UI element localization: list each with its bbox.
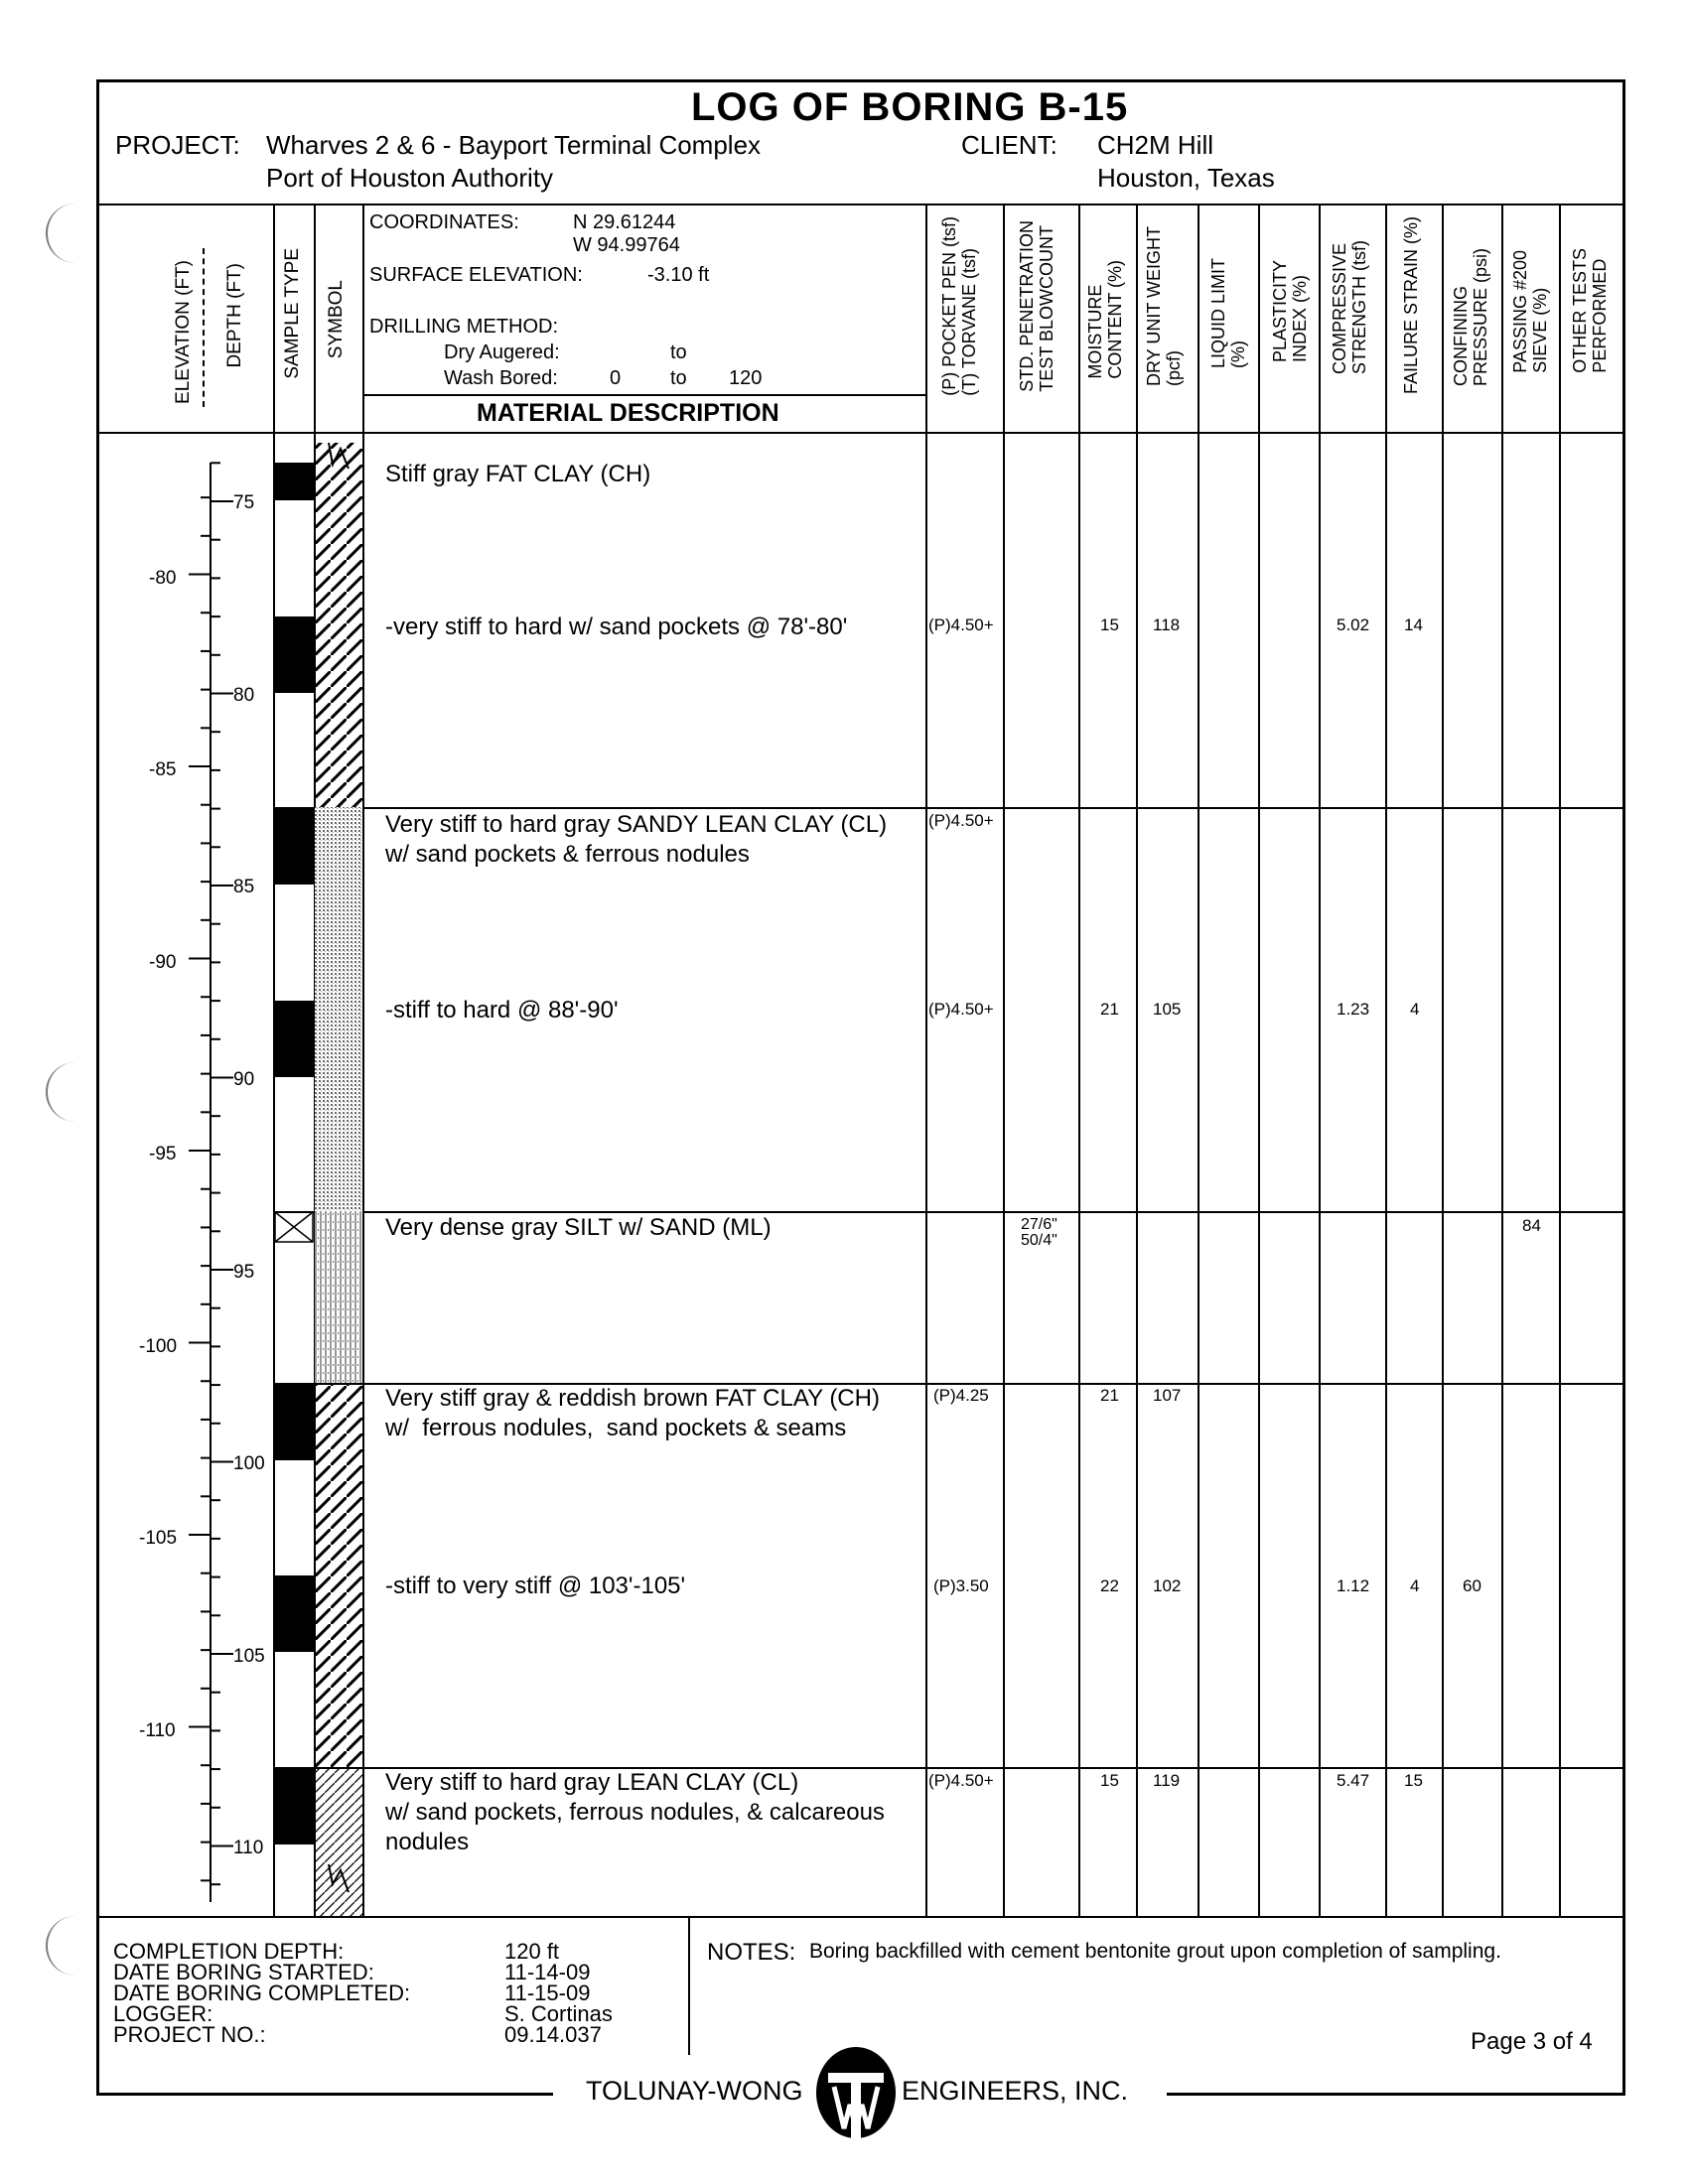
- compressive-strength-value: 1.12: [1337, 1576, 1370, 1595]
- wash-bored-label: Wash Bored:: [444, 367, 558, 389]
- header-confining: CONFINING PRESSURE (psi): [1451, 248, 1490, 387]
- frame-left-bottom: [96, 2055, 99, 2095]
- completion-depth-value: 120 ft: [504, 1939, 560, 1964]
- divider-col-8: [1442, 204, 1444, 1916]
- divider-col-5: [1258, 204, 1260, 1916]
- date-completed-label: DATE BORING COMPLETED:: [113, 1980, 411, 2005]
- elevation-label: -80: [149, 568, 177, 589]
- divider-symbol-description: [362, 204, 364, 1916]
- header-compressive: COMPRESSIVE STRENGTH (tsf): [1330, 240, 1369, 374]
- dry-unit-weight-value: 107: [1153, 1386, 1182, 1405]
- project-no-label: PROJECT NO.:: [113, 2022, 266, 2047]
- header-other-tests: OTHER TESTS PERFORMED: [1570, 248, 1610, 373]
- dry-augered-label: Dry Augered:: [444, 341, 560, 363]
- surface-elevation-value: -3.10 ft: [647, 264, 710, 286]
- drilling-method-label: DRILLING METHOD:: [369, 316, 559, 338]
- depth-label: 80: [233, 685, 255, 706]
- wash-bored-from: 0: [610, 367, 622, 389]
- binder-hole-bottom: [46, 1916, 87, 1976]
- header-failure-strain: FAILURE STRAIN (%): [1401, 216, 1421, 395]
- depth-label: 95: [233, 1262, 255, 1283]
- material-description: -stiff to very stiff @ 103'-105': [385, 1572, 686, 1599]
- wash-bored-to: 120: [729, 367, 763, 389]
- project-name: Wharves 2 & 6 - Bayport Terminal Complex: [266, 130, 762, 160]
- elevation-label: -90: [149, 952, 177, 973]
- sample-type-header: SAMPLE TYPE: [282, 248, 303, 379]
- divider-col-3: [1136, 204, 1138, 1916]
- failure-strain-value: 4: [1410, 1576, 1420, 1595]
- compressive-strength-value: 1.23: [1337, 1000, 1370, 1019]
- passing-200-value: 84: [1522, 1216, 1541, 1235]
- header-passing-200: PASSING #200 SIEVE (%): [1510, 250, 1550, 373]
- elevation-header: ELEVATION (FT): [173, 260, 194, 404]
- divider-description-tests: [925, 204, 927, 1916]
- coordinates-label: COORDINATES:: [369, 211, 519, 233]
- depth-scale: [119, 433, 274, 1916]
- moisture-value: 15: [1100, 1771, 1119, 1790]
- material-description: -very stiff to hard w/ sand pockets @ 78'-80': [385, 614, 848, 640]
- header-liquid-limit: LIQUID LIMIT (%): [1208, 258, 1248, 369]
- pocket-pen-value: (P)4.50+: [928, 615, 994, 634]
- depth-label: 75: [233, 492, 255, 513]
- depth-label: 85: [233, 877, 255, 897]
- header-std-penetration: STD. PENETRATION TEST BLOWCOUNT: [1017, 220, 1057, 392]
- lean-clay-symbol: [315, 1767, 362, 1916]
- compressive-strength-value: 5.02: [1337, 615, 1370, 634]
- divider-col-6: [1319, 204, 1321, 1916]
- material-description-header: MATERIAL DESCRIPTION: [477, 399, 779, 427]
- sample-block: [274, 1575, 314, 1652]
- dry-augered-to: to: [670, 341, 687, 363]
- elevation-label: -100: [139, 1336, 178, 1357]
- elevation-label: -105: [139, 1528, 178, 1549]
- elevation-label: -95: [149, 1144, 177, 1164]
- binder-hole-middle: [46, 1062, 87, 1122]
- header-top-line: [96, 204, 1625, 205]
- divider-col-9: [1501, 204, 1503, 1916]
- material-description: -stiff to hard @ 88'-90': [385, 997, 619, 1024]
- completion-depth-label: COMPLETION DEPTH:: [113, 1939, 345, 1964]
- spt-sample-marker: [275, 1212, 313, 1242]
- failure-strain-value: 14: [1404, 615, 1423, 634]
- notes-text: Boring backfilled with cement bentonite grout upon completion of sampling.: [809, 1940, 1501, 1963]
- header-pocket-pen: (P) POCKET PEN (tsf) (T) TORVANE (tsf): [939, 216, 979, 396]
- company-name-right: ENGINEERS, INC.: [902, 2076, 1129, 2106]
- page-title: LOG OF BORING B-15: [691, 85, 1129, 129]
- surface-elevation-label: SURFACE ELEVATION:: [369, 264, 583, 286]
- project-no-value: 09.14.037: [504, 2022, 602, 2047]
- material-header-line: [362, 394, 925, 396]
- binder-hole-top: [46, 204, 87, 263]
- wash-bored-to-label: to: [670, 367, 687, 389]
- material-description: Very stiff gray & reddish brown FAT CLAY (CH) w/ ferrous nodules, sand pockets & seams: [385, 1385, 880, 1441]
- compressive-strength-value: 5.47: [1337, 1771, 1370, 1790]
- notes-label: NOTES:: [707, 1939, 796, 1966]
- client-name: CH2M Hill: [1097, 130, 1213, 160]
- sample-block: [274, 1001, 314, 1077]
- moisture-value: 21: [1100, 1386, 1119, 1405]
- header-dry-unit-weight: DRY UNIT WEIGHT (pcf): [1144, 226, 1184, 387]
- coordinates-west: W 94.99764: [573, 234, 680, 256]
- tw-logo-icon: [810, 2043, 902, 2150]
- dry-unit-weight-value: 118: [1153, 615, 1181, 634]
- dry-unit-weight-value: 102: [1153, 1576, 1182, 1595]
- confining-pressure-value: 60: [1463, 1576, 1481, 1595]
- pocket-pen-value: (P)4.50+: [928, 1000, 994, 1019]
- fat-clay-symbol: [315, 1383, 362, 1767]
- elevation-label: -110: [139, 1720, 176, 1741]
- moisture-value: 21: [1100, 1000, 1119, 1019]
- project-owner: Port of Houston Authority: [266, 163, 554, 193]
- depth-label: 100: [233, 1453, 265, 1474]
- moisture-value: 22: [1100, 1576, 1119, 1595]
- sample-block: [274, 1768, 314, 1844]
- material-description: Very stiff to hard gray LEAN CLAY (CL) w/ sand pockets, ferrous nodules, & calcareous nodules: [385, 1769, 885, 1855]
- divider-col-7: [1385, 204, 1387, 1916]
- failure-strain-value: 4: [1410, 1000, 1420, 1019]
- sample-block: [274, 1384, 314, 1460]
- symbol-header: SYMBOL: [326, 280, 347, 359]
- header-moisture: MOISTURE CONTENT (%): [1085, 260, 1125, 379]
- pocket-pen-value: (P)4.50+: [928, 811, 994, 830]
- date-started-value: 11-14-09: [504, 1960, 591, 1984]
- material-description: Very stiff to hard gray SANDY LEAN CLAY (CL) w/ sand pockets & ferrous nodules: [385, 811, 888, 868]
- failure-strain-value: 15: [1404, 1771, 1423, 1790]
- dry-unit-weight-value: 105: [1153, 1000, 1182, 1019]
- client-label: CLIENT:: [961, 130, 1058, 160]
- divider-col-1: [1003, 204, 1005, 1916]
- sample-block: [274, 463, 314, 500]
- company-name-left: TOLUNAY-WONG: [586, 2076, 803, 2106]
- dry-unit-weight-value: 119: [1153, 1771, 1181, 1790]
- material-description: Very dense gray SILT w/ SAND (ML): [385, 1214, 772, 1241]
- pocket-pen-value: (P)3.50: [933, 1576, 989, 1595]
- sample-type-column: [274, 433, 314, 1916]
- depth-header: DEPTH (FT): [224, 263, 245, 368]
- date-started-label: DATE BORING STARTED:: [113, 1960, 374, 1984]
- page-number: Page 3 of 4: [1471, 2028, 1593, 2055]
- stratum-boundary: [362, 807, 1625, 809]
- divider-col-10: [1559, 204, 1561, 1916]
- depth-label: 90: [233, 1069, 255, 1090]
- header-plasticity: PLASTICITY INDEX (%): [1270, 260, 1310, 363]
- client-location: Houston, Texas: [1097, 163, 1275, 193]
- date-completed-value: 11-15-09: [504, 1980, 591, 2005]
- pocket-pen-value: (P)4.50+: [928, 1771, 994, 1790]
- coordinates-north: N 29.61244: [573, 211, 676, 233]
- footer-top-line: [96, 1916, 1625, 1918]
- footer-divider: [688, 1916, 690, 2055]
- frame-right-bottom: [1622, 2055, 1625, 2095]
- soil-symbol-column: [315, 433, 362, 1916]
- divider-col-4: [1198, 204, 1199, 1916]
- moisture-value: 15: [1100, 615, 1119, 634]
- pocket-pen-value: (P)4.25: [933, 1386, 989, 1405]
- material-description: Stiff gray FAT CLAY (CH): [385, 461, 651, 487]
- silt-symbol: [315, 1211, 362, 1383]
- company-rule-left: [96, 2093, 553, 2096]
- depth-label: 105: [233, 1646, 265, 1667]
- spt-blowcount-value: 27/6" 50/4": [1021, 1216, 1058, 1249]
- sample-block: [274, 616, 314, 693]
- depth-label: 110: [233, 1838, 264, 1858]
- logger-value: S. Cortinas: [504, 2001, 613, 2026]
- logger-label: LOGGER:: [113, 2001, 213, 2026]
- elevation-depth-separator: [203, 248, 205, 407]
- divider-col-2: [1078, 204, 1080, 1916]
- fat-clay-symbol: [315, 443, 362, 807]
- elevation-label: -85: [149, 759, 177, 780]
- company-rule-right: [1167, 2093, 1625, 2096]
- sample-block: [274, 808, 314, 885]
- project-label: PROJECT:: [115, 130, 240, 160]
- sandy-lean-clay-symbol: [315, 807, 362, 1211]
